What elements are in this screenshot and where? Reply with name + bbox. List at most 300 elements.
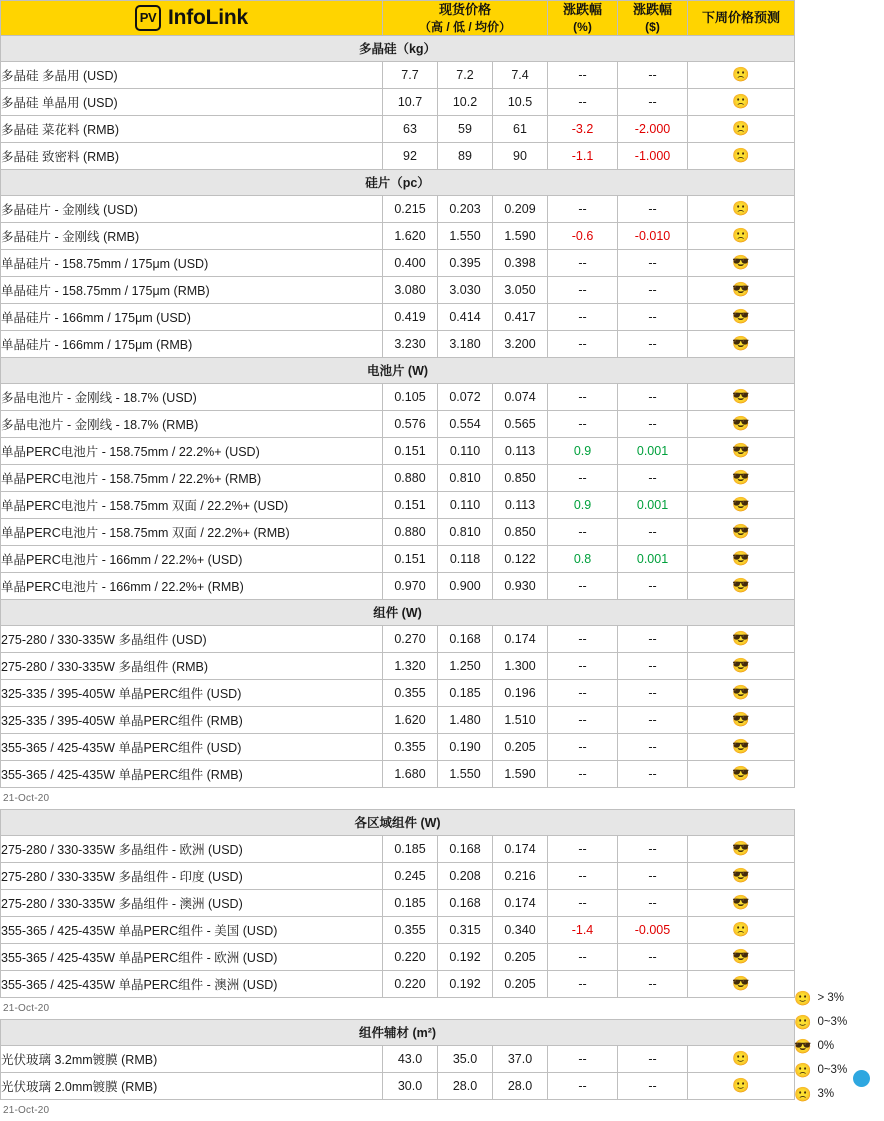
product-name: 275-280 / 330-335W 多晶组件 (RMB) — [1, 652, 383, 679]
change-percent: -1.1 — [548, 142, 618, 169]
price-avg: 3.050 — [493, 276, 548, 303]
change-value: -- — [618, 276, 688, 303]
product-name: 多晶硅 菜花料 (RMB) — [1, 115, 383, 142]
change-percent: 0.8 — [548, 545, 618, 572]
forecast-icon: 😎 — [688, 464, 795, 491]
legend-label: 0~3% — [817, 1064, 848, 1076]
product-name: 355-365 / 425-435W 单晶PERC组件 - 欧洲 (USD) — [1, 943, 383, 970]
price-avg: 61 — [493, 115, 548, 142]
product-name: 光伏玻璃 3.2mm镀膜 (RMB) — [1, 1045, 383, 1072]
table-row — [1, 545, 795, 572]
price-low: 0.203 — [438, 195, 493, 222]
forecast-icon: 🙂 — [688, 1072, 795, 1099]
change-value: -0.010 — [618, 222, 688, 249]
price-high: 0.355 — [383, 916, 438, 943]
change-percent: -- — [548, 943, 618, 970]
change-value: -- — [618, 464, 688, 491]
col-header-change-usd-subtitle: ($) — [645, 19, 660, 34]
price-high: 1.620 — [383, 222, 438, 249]
price-avg: 10.5 — [493, 88, 548, 115]
change-value: -- — [618, 733, 688, 760]
table-row — [1, 835, 795, 862]
product-name: 多晶硅 多晶用 (USD) — [1, 61, 383, 88]
table-row — [1, 195, 795, 222]
price-avg: 0.196 — [493, 679, 548, 706]
legend-label: > 3% — [817, 992, 844, 1004]
forecast-icon: 😎 — [688, 679, 795, 706]
col-header-change-usd-title: 涨跌幅 — [633, 2, 673, 17]
price-low: 1.550 — [438, 222, 493, 249]
table-row — [1, 652, 795, 679]
change-percent: -- — [548, 249, 618, 276]
product-name: 325-335 / 395-405W 单晶PERC组件 (USD) — [1, 679, 383, 706]
price-low: 10.2 — [438, 88, 493, 115]
change-percent: -- — [548, 410, 618, 437]
price-high: 0.185 — [383, 835, 438, 862]
price-avg: 0.565 — [493, 410, 548, 437]
col-header-change-pct-subtitle: (%) — [573, 19, 592, 34]
forecast-icon: 😎 — [688, 625, 795, 652]
price-high: 0.576 — [383, 410, 438, 437]
table-row — [1, 916, 795, 943]
forecast-icon: 🙁 — [688, 88, 795, 115]
change-percent: -- — [548, 1072, 618, 1099]
product-name: 单晶PERC电池片 - 166mm / 22.2%+ (RMB) — [1, 572, 383, 599]
change-value: -- — [618, 889, 688, 916]
price-high: 0.185 — [383, 889, 438, 916]
table-row — [1, 625, 795, 652]
price-avg: 1.590 — [493, 222, 548, 249]
product-name: 275-280 / 330-335W 多晶组件 - 澳洲 (USD) — [1, 889, 383, 916]
section-header-row — [1, 357, 795, 383]
price-avg: 90 — [493, 142, 548, 169]
table-row — [1, 249, 795, 276]
forecast-icon: 🙁 — [688, 115, 795, 142]
table-row — [1, 679, 795, 706]
price-high: 0.215 — [383, 195, 438, 222]
table-row — [1, 222, 795, 249]
forecast-icon: 😎 — [688, 303, 795, 330]
price-low: 0.168 — [438, 835, 493, 862]
price-low: 0.315 — [438, 916, 493, 943]
price-low: 0.810 — [438, 464, 493, 491]
price-high: 0.151 — [383, 491, 438, 518]
change-percent: -- — [548, 889, 618, 916]
price-table-body — [1, 809, 795, 997]
table-row — [1, 970, 795, 997]
price-high: 0.151 — [383, 545, 438, 572]
section-header-row — [1, 35, 795, 61]
forecast-icon: 😎 — [688, 410, 795, 437]
change-value: -- — [618, 383, 688, 410]
price-low: 3.180 — [438, 330, 493, 357]
price-high: 7.7 — [383, 61, 438, 88]
price-high: 3.080 — [383, 276, 438, 303]
forecast-icon: 🙁 — [688, 195, 795, 222]
price-high: 10.7 — [383, 88, 438, 115]
col-header-spot-subtitle: （高 / 低 / 均价） — [419, 19, 512, 34]
change-value: -- — [618, 61, 688, 88]
date-stamp: 21-Oct-20 — [3, 1002, 50, 1014]
legend-emoji-icon: 🙁 — [794, 1061, 812, 1078]
price-low: 0.168 — [438, 889, 493, 916]
legend-label: 0~3% — [817, 1016, 848, 1028]
price-avg: 0.113 — [493, 437, 548, 464]
price-avg: 7.4 — [493, 61, 548, 88]
price-high: 0.355 — [383, 733, 438, 760]
price-high: 0.220 — [383, 970, 438, 997]
change-percent: -- — [548, 862, 618, 889]
forecast-icon: 🙁 — [688, 61, 795, 88]
legend-item — [794, 1034, 876, 1058]
table-row — [1, 61, 795, 88]
price-low: 0.554 — [438, 410, 493, 437]
price-low: 35.0 — [438, 1045, 493, 1072]
table-row — [1, 330, 795, 357]
price-avg: 0.122 — [493, 545, 548, 572]
price-low: 89 — [438, 142, 493, 169]
price-low: 0.185 — [438, 679, 493, 706]
forecast-icon: 😎 — [688, 760, 795, 787]
price-avg: 0.930 — [493, 572, 548, 599]
section-header-row — [1, 809, 795, 835]
price-low: 0.208 — [438, 862, 493, 889]
forecast-icon: 😎 — [688, 652, 795, 679]
price-high: 0.970 — [383, 572, 438, 599]
price-low: 1.550 — [438, 760, 493, 787]
price-low: 0.192 — [438, 970, 493, 997]
product-name: 275-280 / 330-335W 多晶组件 - 印度 (USD) — [1, 862, 383, 889]
brand-logo-cell — [1, 1, 383, 36]
price-high: 0.245 — [383, 862, 438, 889]
table-row — [1, 889, 795, 916]
price-low: 0.900 — [438, 572, 493, 599]
table-row — [1, 491, 795, 518]
table-row — [1, 437, 795, 464]
table-row — [1, 383, 795, 410]
table-row — [1, 706, 795, 733]
change-value: -- — [618, 303, 688, 330]
change-value: -- — [618, 1045, 688, 1072]
legend-emoji-icon: 🙂 — [794, 1013, 812, 1030]
change-value: -- — [618, 330, 688, 357]
change-value: -- — [618, 88, 688, 115]
forecast-icon: 😎 — [688, 862, 795, 889]
price-low: 1.250 — [438, 652, 493, 679]
price-low: 0.190 — [438, 733, 493, 760]
price-high: 0.270 — [383, 625, 438, 652]
section-title: 多晶硅（kg） — [1, 35, 795, 61]
change-value: -- — [618, 706, 688, 733]
change-percent: -- — [548, 625, 618, 652]
price-high: 0.400 — [383, 249, 438, 276]
section-title: 电池片 (W) — [1, 357, 795, 383]
product-name: 355-365 / 425-435W 单晶PERC组件 - 美国 (USD) — [1, 916, 383, 943]
price-low: 0.192 — [438, 943, 493, 970]
legend-emoji-icon: 🙁 — [794, 1085, 812, 1102]
change-value: -- — [618, 249, 688, 276]
change-percent: -- — [548, 303, 618, 330]
product-name: 355-365 / 425-435W 单晶PERC组件 (USD) — [1, 733, 383, 760]
change-value: -- — [618, 572, 688, 599]
price-avg: 0.174 — [493, 889, 548, 916]
legend-item — [794, 986, 876, 1010]
price-high: 0.355 — [383, 679, 438, 706]
legend-emoji-icon: 😎 — [794, 1037, 812, 1054]
change-value: -- — [618, 195, 688, 222]
price-avg: 28.0 — [493, 1072, 548, 1099]
change-value: -- — [618, 970, 688, 997]
product-name: 单晶硅片 - 166mm / 175μm (RMB) — [1, 330, 383, 357]
change-percent: -0.6 — [548, 222, 618, 249]
price-avg: 0.205 — [493, 970, 548, 997]
section-header-row — [1, 169, 795, 195]
price-high: 0.419 — [383, 303, 438, 330]
forecast-icon: 😎 — [688, 276, 795, 303]
change-percent: -- — [548, 733, 618, 760]
price-avg: 0.209 — [493, 195, 548, 222]
change-percent: -- — [548, 61, 618, 88]
col-header-spot-title: 现货价格 — [439, 2, 492, 17]
price-high: 0.105 — [383, 383, 438, 410]
price-avg: 0.340 — [493, 916, 548, 943]
change-value: 0.001 — [618, 437, 688, 464]
section-title: 组件 (W) — [1, 599, 795, 625]
price-high: 0.880 — [383, 464, 438, 491]
change-percent: -- — [548, 652, 618, 679]
product-name: 325-335 / 395-405W 单晶PERC组件 (RMB) — [1, 706, 383, 733]
section-header-row — [1, 599, 795, 625]
legend-label: 0% — [817, 1040, 835, 1052]
product-name: 多晶电池片 - 金刚线 - 18.7% (RMB) — [1, 410, 383, 437]
price-table — [0, 809, 795, 998]
table-row — [1, 276, 795, 303]
forecast-icon: 🙁 — [688, 222, 795, 249]
change-value: -0.005 — [618, 916, 688, 943]
product-name: 多晶硅片 - 金刚线 (RMB) — [1, 222, 383, 249]
legend-emoji-icon: 🙂 — [794, 989, 812, 1006]
price-low: 0.072 — [438, 383, 493, 410]
price-high: 63 — [383, 115, 438, 142]
table-row — [1, 1072, 795, 1099]
price-low: 0.168 — [438, 625, 493, 652]
change-value: -- — [618, 862, 688, 889]
change-percent: -- — [548, 572, 618, 599]
col-header-change-pct-title: 涨跌幅 — [563, 2, 603, 17]
change-percent: -1.4 — [548, 916, 618, 943]
price-low: 0.414 — [438, 303, 493, 330]
price-low: 1.480 — [438, 706, 493, 733]
price-avg: 0.417 — [493, 303, 548, 330]
product-name: 275-280 / 330-335W 多晶组件 - 欧洲 (USD) — [1, 835, 383, 862]
change-percent: -- — [548, 195, 618, 222]
price-high: 0.880 — [383, 518, 438, 545]
price-avg: 0.850 — [493, 518, 548, 545]
forecast-icon: 😎 — [688, 249, 795, 276]
price-table-body — [1, 1019, 795, 1099]
brand-logo — [1, 4, 382, 32]
forecast-icon: 🙁 — [688, 142, 795, 169]
product-name: 单晶PERC电池片 - 158.75mm 双面 / 22.2%+ (RMB) — [1, 518, 383, 545]
price-low: 0.110 — [438, 491, 493, 518]
table-row — [1, 943, 795, 970]
change-percent: -- — [548, 760, 618, 787]
forecast-icon: 😎 — [688, 889, 795, 916]
change-value: -2.000 — [618, 115, 688, 142]
legend-label: 3% — [817, 1088, 835, 1100]
price-avg: 37.0 — [493, 1045, 548, 1072]
price-high: 3.230 — [383, 330, 438, 357]
product-name: 355-365 / 425-435W 单晶PERC组件 (RMB) — [1, 760, 383, 787]
change-percent: 0.9 — [548, 491, 618, 518]
change-percent: -- — [548, 970, 618, 997]
change-percent: -- — [548, 383, 618, 410]
section-header-row — [1, 1019, 795, 1045]
table-row — [1, 518, 795, 545]
price-table — [0, 1019, 795, 1100]
table-row — [1, 115, 795, 142]
forecast-icon: 🙁 — [688, 916, 795, 943]
forecast-icon: 😎 — [688, 491, 795, 518]
table-row — [1, 142, 795, 169]
price-low: 28.0 — [438, 1072, 493, 1099]
change-value: -- — [618, 652, 688, 679]
forecast-icon: 😎 — [688, 970, 795, 997]
pv-badge-icon: PV — [135, 5, 161, 31]
price-avg: 0.074 — [493, 383, 548, 410]
table-row — [1, 760, 795, 787]
change-percent: -- — [548, 276, 618, 303]
price-low: 0.118 — [438, 545, 493, 572]
price-high: 1.680 — [383, 760, 438, 787]
product-name: 355-365 / 425-435W 单晶PERC组件 - 澳洲 (USD) — [1, 970, 383, 997]
price-avg: 0.216 — [493, 862, 548, 889]
forecast-icon: 😎 — [688, 572, 795, 599]
price-low: 0.110 — [438, 437, 493, 464]
change-value: -- — [618, 1072, 688, 1099]
change-value: 0.001 — [618, 491, 688, 518]
change-percent: -- — [548, 679, 618, 706]
price-low: 7.2 — [438, 61, 493, 88]
price-avg: 0.205 — [493, 733, 548, 760]
section-title: 各区域组件 (W) — [1, 809, 795, 835]
table-row — [1, 88, 795, 115]
forecast-icon: 😎 — [688, 706, 795, 733]
table-row — [1, 1045, 795, 1072]
table-row — [1, 303, 795, 330]
table-row — [1, 862, 795, 889]
change-percent: -- — [548, 330, 618, 357]
forecast-icon: 🙂 — [688, 1045, 795, 1072]
product-name: 单晶PERC电池片 - 166mm / 22.2%+ (USD) — [1, 545, 383, 572]
brand-name: InfoLink — [167, 5, 249, 29]
product-name: 多晶硅片 - 金刚线 (USD) — [1, 195, 383, 222]
change-value: -- — [618, 760, 688, 787]
change-percent: -- — [548, 464, 618, 491]
price-high: 30.0 — [383, 1072, 438, 1099]
price-low: 59 — [438, 115, 493, 142]
forecast-icon: 😎 — [688, 835, 795, 862]
change-value: -- — [618, 835, 688, 862]
col-header-change-pct — [548, 1, 618, 36]
section-title: 组件辅材 (m²) — [1, 1019, 795, 1045]
product-name: 单晶PERC电池片 - 158.75mm / 22.2%+ (USD) — [1, 437, 383, 464]
section-title: 硅片（pc） — [1, 169, 795, 195]
price-avg: 0.174 — [493, 835, 548, 862]
price-avg: 0.850 — [493, 464, 548, 491]
product-name: 单晶硅片 - 158.75mm / 175μm (USD) — [1, 249, 383, 276]
table-row — [1, 733, 795, 760]
change-percent: -- — [548, 88, 618, 115]
legend-item — [794, 1010, 876, 1034]
change-percent: -- — [548, 1045, 618, 1072]
forecast-icon: 😎 — [688, 943, 795, 970]
table-row — [1, 464, 795, 491]
price-high: 92 — [383, 142, 438, 169]
product-name: 多晶硅 单晶用 (USD) — [1, 88, 383, 115]
col-header-spot-price — [383, 1, 548, 36]
price-avg: 1.510 — [493, 706, 548, 733]
forecast-icon: 😎 — [688, 383, 795, 410]
forecast-icon: 😎 — [688, 733, 795, 760]
price-high: 43.0 — [383, 1045, 438, 1072]
change-percent: -- — [548, 518, 618, 545]
price-high: 0.151 — [383, 437, 438, 464]
product-name: 单晶PERC电池片 - 158.75mm 双面 / 22.2%+ (USD) — [1, 491, 383, 518]
product-name: 275-280 / 330-335W 多晶组件 (USD) — [1, 625, 383, 652]
change-value: -- — [618, 518, 688, 545]
price-table-body — [1, 35, 795, 787]
col-header-forecast: 下周价格预测 — [688, 1, 795, 36]
change-value: -- — [618, 625, 688, 652]
price-avg: 0.113 — [493, 491, 548, 518]
table-header — [1, 1, 795, 36]
product-name: 单晶硅片 - 158.75mm / 175μm (RMB) — [1, 276, 383, 303]
product-name: 多晶硅 致密料 (RMB) — [1, 142, 383, 169]
price-low: 3.030 — [438, 276, 493, 303]
forecast-icon: 😎 — [688, 518, 795, 545]
watermark-logo-icon — [853, 1070, 870, 1087]
product-name: 光伏玻璃 2.0mm镀膜 (RMB) — [1, 1072, 383, 1099]
price-low: 0.810 — [438, 518, 493, 545]
forecast-icon: 😎 — [688, 437, 795, 464]
change-percent: -- — [548, 706, 618, 733]
table-row — [1, 572, 795, 599]
change-percent: -3.2 — [548, 115, 618, 142]
product-name: 多晶电池片 - 金刚线 - 18.7% (USD) — [1, 383, 383, 410]
col-header-change-usd — [618, 1, 688, 36]
change-value: -- — [618, 679, 688, 706]
change-value: -1.000 — [618, 142, 688, 169]
price-high: 1.620 — [383, 706, 438, 733]
price-low: 0.395 — [438, 249, 493, 276]
price-avg: 1.590 — [493, 760, 548, 787]
change-value: 0.001 — [618, 545, 688, 572]
price-high: 0.220 — [383, 943, 438, 970]
change-percent: 0.9 — [548, 437, 618, 464]
forecast-icon: 😎 — [688, 330, 795, 357]
price-avg: 0.398 — [493, 249, 548, 276]
forecast-icon: 😎 — [688, 545, 795, 572]
price-high: 1.320 — [383, 652, 438, 679]
date-stamp: 21-Oct-20 — [3, 792, 50, 804]
change-value: -- — [618, 943, 688, 970]
watermark — [850, 1068, 878, 1089]
price-avg: 0.205 — [493, 943, 548, 970]
price-avg: 3.200 — [493, 330, 548, 357]
change-value: -- — [618, 410, 688, 437]
product-name: 单晶PERC电池片 - 158.75mm / 22.2%+ (RMB) — [1, 464, 383, 491]
